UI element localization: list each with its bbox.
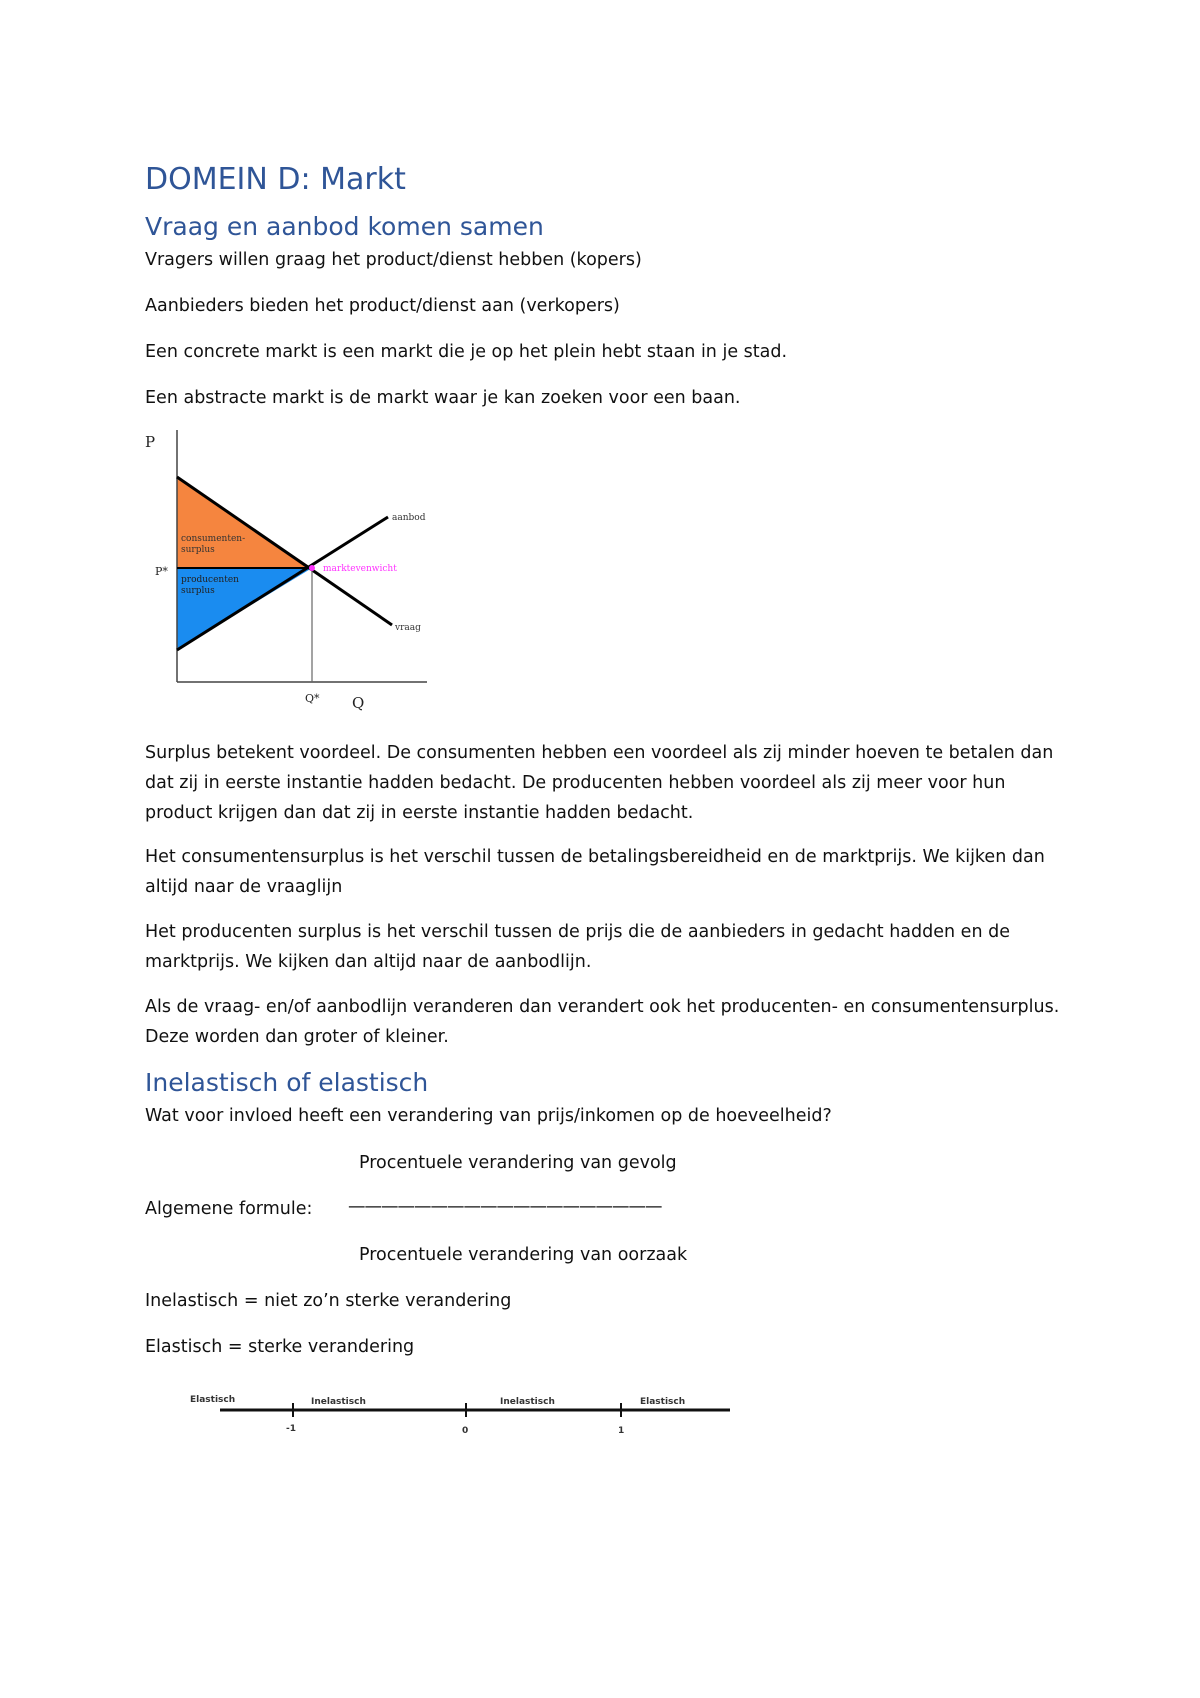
paragraph-consumentensurplus: Het consumentensurplus is het verschil tussen de betalingsbereidheid en de marktprijs. We kijken dan altijd naar de vraaglijn bbox=[145, 847, 1045, 897]
label-marktevenwicht: marktevenwicht bbox=[323, 564, 397, 574]
label-aanbod: aanbod bbox=[392, 513, 426, 523]
label-pstar: P* bbox=[155, 565, 168, 578]
scale-label-elastisch-left: Elastisch bbox=[190, 1395, 236, 1405]
paragraph-verandering: Als de vraag- en/of aanbodlijn veranderen dan verandert ook het producenten- en consumentensurplus. Deze worden dan groter of kleiner. bbox=[145, 997, 1060, 1047]
formula-label: Algemene formule: bbox=[145, 1199, 313, 1219]
heading-vraag-aanbod: Vraag en aanbod komen samen bbox=[145, 212, 544, 241]
scale-tick-label-zero: 0 bbox=[462, 1426, 469, 1436]
supply-demand-diagram bbox=[145, 425, 445, 725]
scale-tick-label-one: 1 bbox=[618, 1426, 625, 1436]
scale-label-elastisch-right: Elastisch bbox=[640, 1397, 686, 1407]
label-qstar: Q* bbox=[305, 692, 320, 705]
paragraph-vragers: Vragers willen graag het product/dienst hebben (kopers) bbox=[145, 250, 642, 270]
heading-domein: DOMEIN D: Markt bbox=[145, 162, 406, 197]
axis-label-p: P bbox=[145, 433, 156, 451]
paragraph-concrete-markt: Een concrete markt is een markt die je op het plein hebt staan in je stad. bbox=[145, 342, 788, 362]
document-page bbox=[145, 0, 1065, 1698]
axis-label-q: Q bbox=[352, 694, 365, 712]
paragraph-aanbieders: Aanbieders bieden het product/dienst aan (verkopers) bbox=[145, 296, 620, 316]
heading-inelastisch-elastisch: Inelastisch of elastisch bbox=[145, 1068, 429, 1097]
scale-tick-label-minus-one: -1 bbox=[286, 1424, 296, 1434]
label-vraag: vraag bbox=[395, 623, 421, 633]
paragraph-elastisch-def: Elastisch = sterke verandering bbox=[145, 1337, 415, 1357]
paragraph-surplus: Surplus betekent voordeel. De consumenten hebben een voordeel als zij minder hoeven te betalen dan dat zij in eerste instantie hadden bedacht. De producenten hebben voordeel als zij meer voor hun product krijgen dan dat zij in eerste instantie hadden bedacht. bbox=[145, 743, 1054, 823]
formula-numerator: Procentuele verandering van gevolg bbox=[359, 1153, 677, 1173]
paragraph-producentensurplus: Het producenten surplus is het verschil tussen de prijs die de aanbieders in gedacht hadden en de marktprijs. We kijken dan altijd naar de aanbodlijn. bbox=[145, 922, 1010, 972]
paragraph-abstracte-markt: Een abstracte markt is de markt waar je kan zoeken voor een baan. bbox=[145, 388, 741, 408]
label-producentensurplus: producenten surplus bbox=[181, 575, 239, 596]
scale-label-inelastisch-right: Inelastisch bbox=[500, 1397, 555, 1407]
paragraph-inelastisch-def: Inelastisch = niet zo’n sterke verandering bbox=[145, 1291, 512, 1311]
elasticity-scale bbox=[190, 1386, 750, 1446]
label-consumentensurplus: consumenten- surplus bbox=[181, 534, 246, 555]
equilibrium-point bbox=[309, 565, 315, 571]
paragraph-invloed: Wat voor invloed heeft een verandering van prijs/inkomen op de hoeveelheid? bbox=[145, 1106, 832, 1126]
formula-divider: ——————————————————— bbox=[348, 1197, 662, 1217]
scale-label-inelastisch-left: Inelastisch bbox=[311, 1397, 366, 1407]
formula-denominator: Procentuele verandering van oorzaak bbox=[359, 1245, 688, 1265]
